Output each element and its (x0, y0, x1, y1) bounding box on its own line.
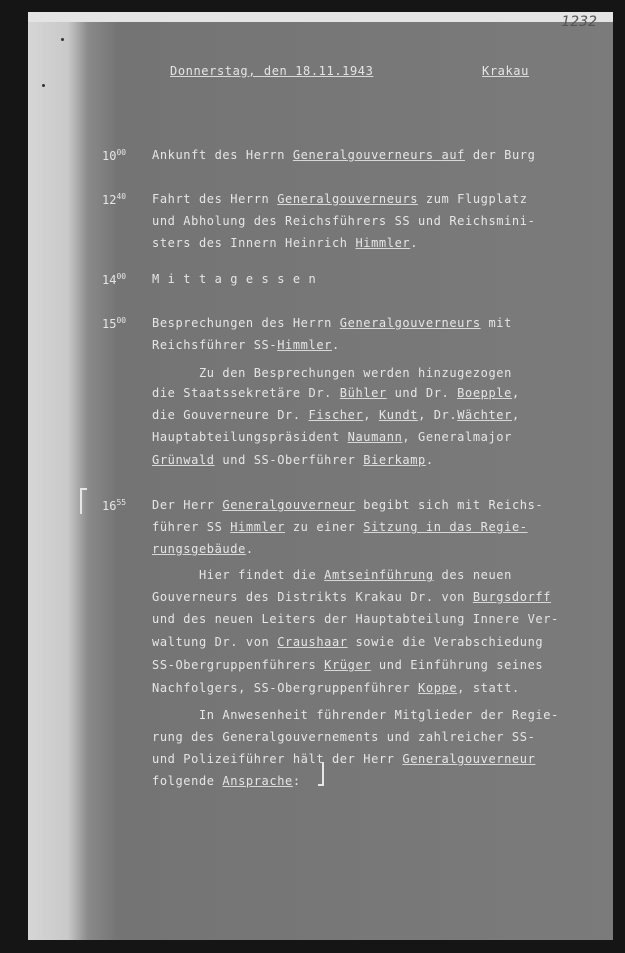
text-segment: , statt. (457, 681, 520, 695)
entry-time-hour: 16 (102, 499, 117, 513)
underlined-name: Amtseinführung (324, 568, 434, 582)
entry-time (102, 192, 126, 207)
text-segment: . (245, 542, 254, 556)
entry-time-hour: 14 (102, 273, 117, 287)
entry-time-hour: 10 (102, 149, 117, 163)
text-segment: und Dr. (386, 386, 458, 400)
text-segment: : (292, 774, 301, 788)
text-segment: zu einer (285, 520, 364, 534)
punch-mark (42, 84, 45, 87)
underlined-name: Generalgouverneur (222, 498, 356, 512)
text-segment: , (363, 408, 379, 422)
underlined-name: Fischer (308, 408, 364, 422)
entry-text-line (152, 148, 535, 162)
underlined-name: Craushaar (277, 635, 348, 649)
entry-text-line (152, 658, 543, 672)
text-segment: der Burg (465, 148, 536, 162)
text-segment: begibt sich mit Reichs- (355, 498, 544, 512)
entry-text-line (152, 272, 316, 286)
text-segment: . (410, 236, 419, 250)
punch-mark (61, 38, 64, 41)
underlined-name: Ansprache (222, 774, 293, 788)
underlined-name: Krüger (324, 658, 372, 672)
text-segment: rung des Generalgouvernements und zahlreicher SS- (152, 730, 536, 744)
underlined-name: Boepple (457, 386, 512, 400)
entry-time (102, 272, 126, 287)
text-segment: folgende (152, 774, 223, 788)
underlined-name: Himmler (355, 236, 411, 250)
entry-text-line (152, 590, 551, 604)
entry-text-line (152, 681, 520, 695)
text-segment: Fahrt des Herrn (152, 192, 278, 206)
text-segment: Der Herr (152, 498, 223, 512)
text-segment: , (511, 408, 520, 422)
entry-time-minute: 00 (116, 272, 127, 281)
underlined-name: Generalgouverneur (402, 752, 536, 766)
entry-time-minute: 55 (116, 498, 127, 507)
text-segment: Gouverneurs des Distrikts Krakau Dr. von (152, 590, 473, 604)
entry-text-line (152, 236, 418, 250)
entry-text-line (152, 520, 528, 534)
entry-text-line (152, 366, 512, 380)
header-place: Krakau (482, 64, 529, 78)
entry-text-line (152, 338, 340, 352)
text-segment: waltung Dr. von (152, 635, 278, 649)
page-number: 1232 (561, 14, 597, 30)
underlined-name: rungsgebäude (152, 542, 246, 556)
entry-time-minute: 40 (116, 192, 127, 201)
text-segment: , Dr. (418, 408, 458, 422)
entry-text-line (152, 453, 434, 467)
entry-text-line (152, 612, 559, 626)
underlined-name: Generalgouverneurs (277, 192, 419, 206)
text-segment: Nachfolgers, SS-Obergruppenführer (152, 681, 419, 695)
entry-text-line (152, 542, 254, 556)
text-segment: die Staatssekretäre Dr. (152, 386, 340, 400)
text-segment: Hauptabteilungspräsident (152, 430, 348, 444)
bracket-mark-open (80, 488, 87, 514)
text-segment: Hier findet die (152, 568, 325, 582)
text-segment: Reichsführer SS- (152, 338, 278, 352)
text-segment: mit (480, 316, 512, 330)
entry-text-line (152, 214, 535, 228)
text-segment: und Einführung seines (371, 658, 544, 672)
entry-text-line (152, 708, 559, 722)
entry-text-line (152, 192, 528, 206)
text-segment: die Gouverneure Dr. (152, 408, 309, 422)
entry-text-line (152, 752, 535, 766)
underlined-name: Generalgouverneurs (339, 316, 481, 330)
entry-text-line (152, 430, 512, 444)
entry-text-line (152, 774, 301, 788)
entry-time-hour: 12 (102, 193, 117, 207)
text-segment: , Generalmajor (402, 430, 512, 444)
underlined-name: Burgsdorff (472, 590, 552, 604)
text-segment: und Abholung des Reichsführers SS und Reichsmini- (152, 214, 536, 228)
underlined-name: Naumann (347, 430, 403, 444)
entry-time-hour: 15 (102, 317, 117, 331)
entry-text-line (152, 730, 535, 744)
underlined-name: Wächter (457, 408, 512, 422)
entry-time (102, 498, 126, 513)
entry-time-minute: 00 (116, 316, 127, 325)
header-date: Donnerstag, den 18.11.1943 (170, 64, 374, 78)
text-segment: und des neuen Leiters der Hauptabteilung Innere Ver- (152, 612, 559, 626)
underlined-name: Bühler (339, 386, 387, 400)
text-segment: In Anwesenheit führender Mitglieder der Regie- (152, 708, 559, 722)
text-segment: SS-Obergruppenführers (152, 658, 325, 672)
underlined-name: Himmler (277, 338, 332, 352)
text-segment: führer SS (152, 520, 231, 534)
underlined-name: Grünwald (152, 453, 215, 467)
text-segment: und Polizeiführer hält der Herr (152, 752, 403, 766)
entry-text-line (152, 568, 512, 582)
entry-time (102, 316, 126, 331)
entry-text-line (152, 498, 543, 512)
text-segment: Besprechungen des Herrn (152, 316, 340, 330)
text-segment: sters des Innern Heinrich (152, 236, 356, 250)
text-segment: sowie die Verabschiedung (347, 635, 544, 649)
underlined-name: Himmler (230, 520, 286, 534)
text-segment: Zu den Besprechungen werden hinzugezogen (152, 366, 512, 380)
text-segment: . (425, 453, 434, 467)
text-segment: zum Flugplatz (418, 192, 528, 206)
text-segment: Ankunft des Herrn (152, 148, 293, 162)
text-segment: . (331, 338, 340, 352)
text-segment: und SS-Oberführer (214, 453, 364, 467)
underlined-name: Sitzung in das Regie- (363, 520, 528, 534)
entry-time-minute: 00 (116, 148, 127, 157)
entry-text-line (152, 316, 512, 330)
text-segment: , (511, 386, 520, 400)
entry-text-line (152, 408, 520, 422)
entry-text-line (152, 386, 520, 400)
text-segment: M i t t a g e s s e n (152, 272, 317, 286)
underlined-name: Koppe (418, 681, 458, 695)
entry-text-line (152, 635, 543, 649)
text-segment: des neuen (433, 568, 512, 582)
entry-time (102, 148, 126, 163)
underlined-name: Generalgouverneurs auf (292, 148, 465, 162)
underlined-name: Bierkamp (363, 453, 426, 467)
underlined-name: Kundt (378, 408, 419, 422)
